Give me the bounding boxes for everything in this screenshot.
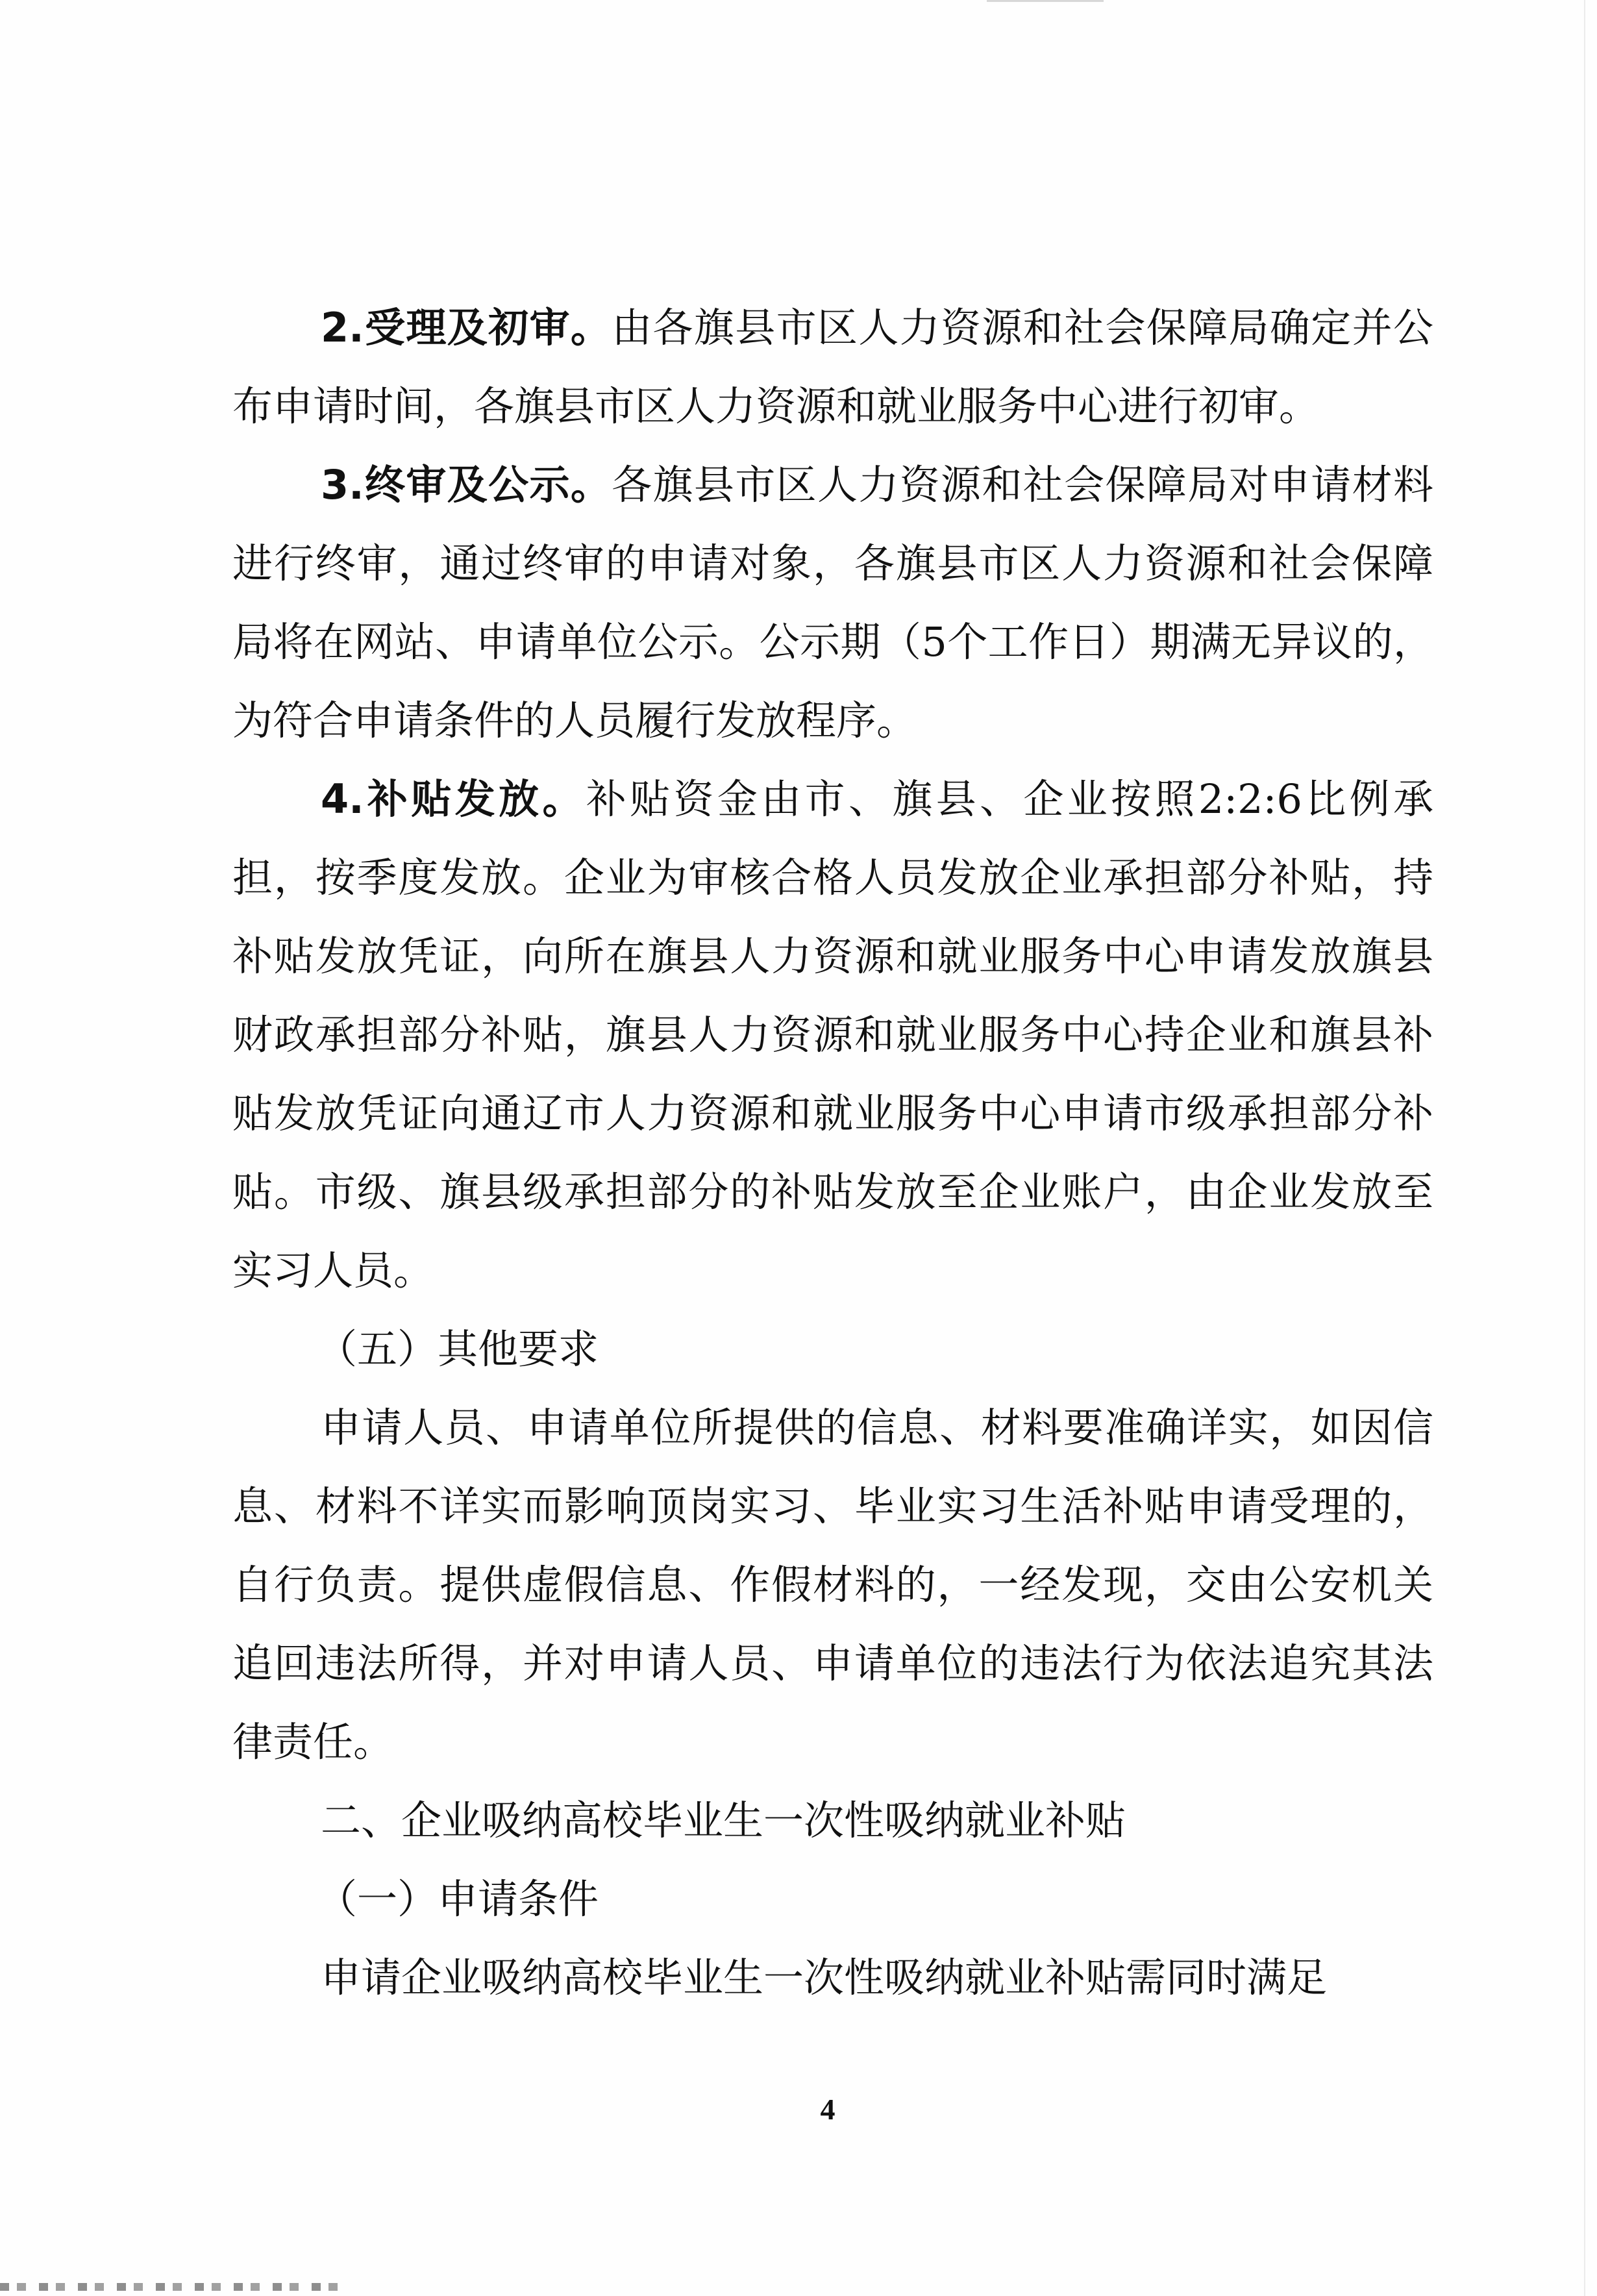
paragraph-heading: 2.受理及初审。 <box>321 304 612 351</box>
document-body <box>232 288 1433 2017</box>
paragraph-acceptance <box>232 288 1433 445</box>
paragraph-heading: 4.补贴发放。 <box>321 775 586 823</box>
scan-edge-mark <box>1584 0 1585 2296</box>
page-number: 4 <box>820 2093 836 2126</box>
scan-edge-mark <box>987 0 1104 2</box>
paragraph-application-conditions: 申请企业吸纳高校毕业生一次性吸纳就业补贴需同时满足 <box>321 1954 1328 2001</box>
paragraph-text: 由各旗县市区人力资源和社会保障局确定并公布申请时间，各旗县市区人力资源和就业服务中心进行初审。 <box>232 304 1433 430</box>
paragraph-final-review <box>232 445 1433 760</box>
section-title: 二、企业吸纳高校毕业生一次性吸纳就业补贴 <box>321 1797 1126 1844</box>
subsection-title: （一）申请条件 <box>317 1875 599 1923</box>
paragraph-text: 各旗县市区人力资源和社会保障局对申请材料进行终审，通过终审的申请对象，各旗县市区人力资源和社会保障局将在网站、申请单位公示。公示期（5个工作日）期满无异议的，为符合申请条件的人员履行发放程序。 <box>232 461 1433 744</box>
paragraph-text: 补贴资金由市、旗县、企业按照2:2:6比例承担，按季度发放。企业为审核合格人员发放企业承担部分补贴，持补贴发放凭证，向所在旗县人力资源和就业服务中心申请发放旗县财政承担部分补贴，旗县人力资源和就业服务中心持企业和旗县补贴发放凭证向通辽市人力资源和就业服务中心申请市级承担部分补贴。市级、旗县级承担部分的补贴发放至企业账户，由企业发放至实习人员。 <box>232 775 1433 1294</box>
paragraph-heading: 3.终审及公示。 <box>321 461 612 508</box>
paragraph-other-requirements: 申请人员、申请单位所提供的信息、材料要准确详实，如因信息、材料不详实而影响顶岗实习、毕业实习生活补贴申请受理的，自行负责。提供虚假信息、作假材料的，一经发现，交由公安机关追回违法所得，并对申请人员、申请单位的违法行为依法追究其法律责任。 <box>232 1404 1433 1766</box>
subsection-title: （五）其他要求 <box>317 1325 599 1373</box>
paragraph-subsidy-payment <box>232 760 1433 1310</box>
scan-edge-mark <box>0 2283 338 2291</box>
